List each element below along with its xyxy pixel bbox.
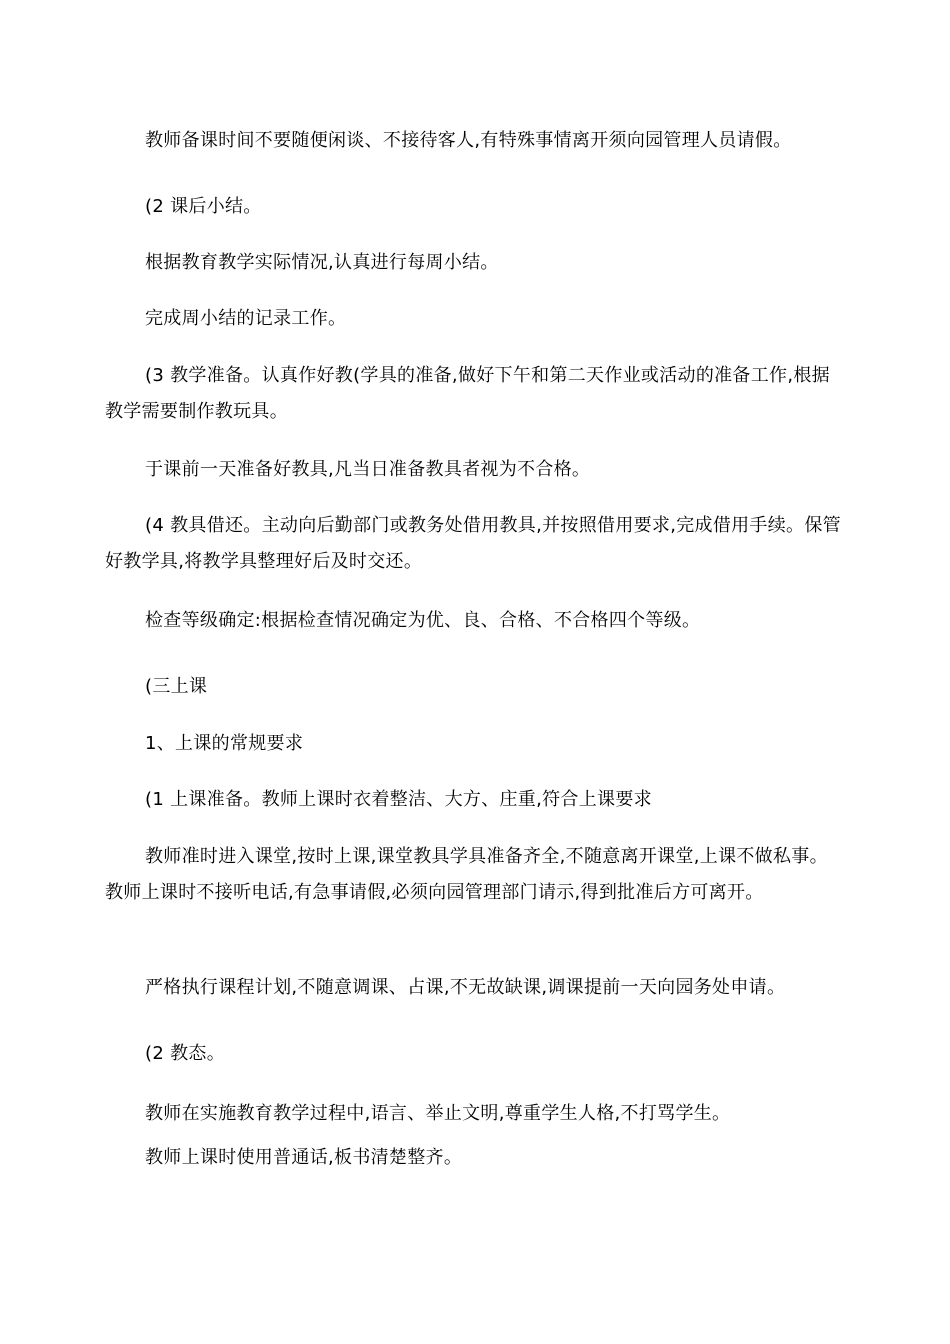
heading-class-routine-requirements: 1、上课的常规要求 xyxy=(145,733,304,754)
paragraph-inspection-grades: 检查等级确定:根据检查情况确定为优、良、合格、不合格四个等级。 xyxy=(145,610,701,631)
paragraph-punctuality-rules: 教师准时进入课堂,按时上课,课堂教具学具准备齐全,不随意离开课堂,上课不做私事。教师上课时不接听电话,有急事请假,必须向园管理部门请示,得到批准后方可离开。 xyxy=(105,846,828,903)
paragraph-summary-record: 完成周小结的记录工作。 xyxy=(145,308,347,329)
paragraph-aids-borrowing: (4 教具借还。主动向后勤部门或教务处借用教具,并按照借用要求,完成借用手续。保管好教学具,将教学具整理好后及时交还。 xyxy=(105,515,841,572)
paragraph-aids-ready: 于课前一天准备好教具,凡当日准备教具者视为不合格。 xyxy=(145,459,591,480)
heading-section-three-class: (三上课 xyxy=(145,676,208,697)
paragraph-after-class-summary-heading: (2 课后小结。 xyxy=(145,196,262,217)
paragraph-prep-time-rule: 教师备课时间不要随便闲谈、不接待客人,有特殊事情离开须向园管理人员请假。 xyxy=(145,130,792,151)
paragraph-weekly-summary: 根据教育教学实际情况,认真进行每周小结。 xyxy=(145,252,499,273)
paragraph-teaching-preparation: (3 教学准备。认真作好教(学具的准备,做好下午和第二天作业或活动的准备工作,根据教学需要制作教玩具。 xyxy=(105,365,830,422)
paragraph-civil-conduct: 教师在实施教育教学过程中,语言、举止文明,尊重学生人格,不打骂学生。 xyxy=(145,1103,731,1124)
paragraph-demeanor-heading: (2 教态。 xyxy=(145,1043,225,1064)
paragraph-class-preparation: (1 上课准备。教师上课时衣着整洁、大方、庄重,符合上课要求 xyxy=(145,789,652,810)
paragraph-mandarin-board: 教师上课时使用普通话,板书清楚整齐。 xyxy=(145,1147,463,1168)
paragraph-curriculum-plan: 严格执行课程计划,不随意调课、占课,不无故缺课,调课提前一天向园务处申请。 xyxy=(145,977,786,998)
